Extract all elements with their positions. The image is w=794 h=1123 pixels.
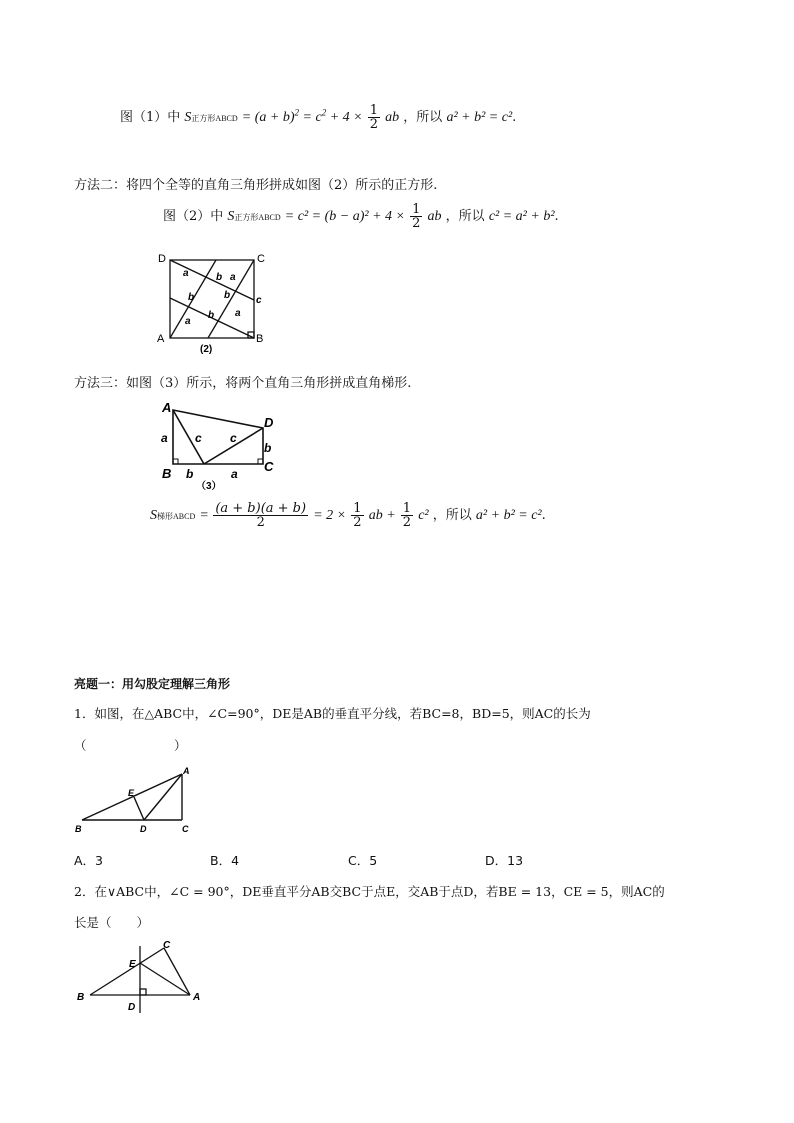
q1-line-ad (144, 774, 182, 820)
question-1-figure (72, 762, 202, 838)
formula-1-ab: ab (385, 110, 400, 125)
formula-3-fraction-3: $\frac{1}{2}$ (402, 501, 412, 530)
formula-2-S: S正方形ABCD (227, 209, 281, 224)
formula-2-conclusion: ，所以 (445, 209, 485, 224)
formula-2-result: c² = a² + b² (488, 209, 555, 224)
fig3-label-b-right: b (264, 441, 272, 455)
fig2-label-b1: b (188, 292, 195, 303)
question-2-text-2: 长是（ ） (74, 915, 150, 930)
fig2-label-b2: b (216, 272, 223, 283)
formula-3-mid2: ab + (368, 508, 396, 523)
formula-3-S: S梯形ABCD (150, 508, 196, 523)
formula-1-result: a² + b² = c² (446, 110, 513, 125)
fig3-label-a-left: a (161, 431, 168, 445)
q1-label-A: A (183, 766, 190, 776)
q1-line-ed (134, 797, 144, 820)
q1-option-d[interactable]: D．13 (485, 853, 524, 868)
q2-label-E: E (129, 959, 136, 970)
formula-1-S: S正方形ABCD (184, 110, 238, 125)
fig2-label-C: C (257, 253, 265, 265)
formula-2-prefix: 图（2）中 (163, 209, 224, 224)
q1-option-b[interactable]: B．4 (210, 853, 240, 868)
formula-1-period: . (512, 110, 517, 125)
figure-2 (150, 248, 275, 360)
fig2-label-A: A (157, 333, 165, 345)
fig3-label-c-right: c (230, 431, 237, 445)
formula-1-expr: = $(a + b)^2 = c^2 + 4$ × (241, 107, 363, 125)
q1-label-E: E (128, 788, 135, 798)
formula-3-mid: = 2 × (313, 508, 347, 523)
fig3-label-a-bottom: a (231, 467, 238, 481)
fig3-label-c-left: c (195, 431, 202, 445)
formula-1-conclusion: ，所以 (403, 110, 443, 125)
formula-1-fraction: $\frac{1}{2}$ (369, 103, 379, 132)
formula-3-result: a² + b² = c² (475, 508, 542, 523)
q2-line-ea (140, 963, 190, 995)
fig3-label-B: B (162, 466, 172, 481)
fig3-caption: （3） (196, 481, 222, 492)
fig2-label-D: D (158, 253, 166, 265)
method-2-text: 方法二：将四个全等的直角三角形拼成如图（2）所示的正方形. (74, 178, 438, 193)
fig3-label-A: A (162, 400, 172, 415)
q1-label-D: D (140, 824, 147, 834)
section-heading: 亮题一：用勾股定理解三角形 (74, 677, 231, 691)
fig2-label-a2: a (230, 272, 236, 283)
fig3-label-D: D (264, 415, 274, 430)
fig2-label-a4: a (185, 316, 191, 327)
fig2-label-c: c (256, 295, 262, 306)
fig2-label-b4: b (208, 310, 215, 321)
q1-option-c[interactable]: C．5 (348, 853, 378, 868)
formula-3-fraction-1: $\frac{(a + b)(a + b)}{2}$ (215, 501, 307, 530)
formula-3-fraction-2: $\frac{1}{2}$ (353, 501, 362, 530)
fig2-label-a3: a (235, 308, 241, 319)
question-1-text: 1．如图，在△ABC中，∠C=90°，DE是AB的垂直平分线，若BC=8，BD=5，则AC的长为 (74, 706, 591, 721)
q2-right-angle (140, 989, 146, 995)
q2-label-D: D (128, 1002, 136, 1013)
formula-2-period: . (554, 209, 559, 224)
fig2-caption: (2) (200, 344, 213, 355)
q2-label-C: C (163, 940, 171, 951)
q1-label-B: B (75, 824, 82, 834)
fig2-label-b3: b (224, 290, 231, 301)
formula-1 (120, 104, 516, 131)
fig2-label-a1: a (183, 268, 189, 279)
q1-label-C: C (182, 824, 189, 834)
formula-3-end: c² (418, 508, 429, 523)
formula-2-expr: = c² = (b − a)² + 4 × (284, 209, 405, 224)
question-2-text: 2．在∨ABC中，∠C = 90°，DE垂直平分AB交BC于点E，交AB于点D，若BE = 13，CE = 5，则AC的 (74, 884, 665, 899)
fig3-label-b-bottom: b (186, 467, 194, 481)
q2-label-A: A (193, 992, 201, 1003)
formula-2 (163, 203, 559, 230)
fig2-label-B: B (256, 333, 264, 345)
q2-line-ca (164, 948, 190, 995)
question-1-blank: （ ） (74, 738, 187, 753)
method-3-text: 方法三：如图（3）所示，将两个直角三角形拼成直角梯形. (74, 376, 412, 391)
fig3-label-C: C (264, 459, 274, 474)
formula-2-ab: ab (427, 209, 442, 224)
figure-3 (158, 396, 283, 492)
formula-3-period: . (541, 508, 546, 523)
formula-3: S梯形ABCD = $\frac{(a + b)(a + b)}{2}$ = 2 × $\frac{1}{2}$ ab + $\frac{1}{2}$ c² ，所以 a² + b² = c². (150, 501, 546, 530)
formula-1-prefix: 图（1）中 (120, 110, 181, 125)
q2-label-B: B (77, 992, 85, 1003)
question-2-figure (72, 938, 212, 1018)
formula-3-conclusion: ，所以 (432, 508, 472, 523)
formula-2-fraction: $\frac{1}{2}$ (412, 202, 421, 231)
q1-option-a[interactable]: A．3 (74, 853, 104, 868)
